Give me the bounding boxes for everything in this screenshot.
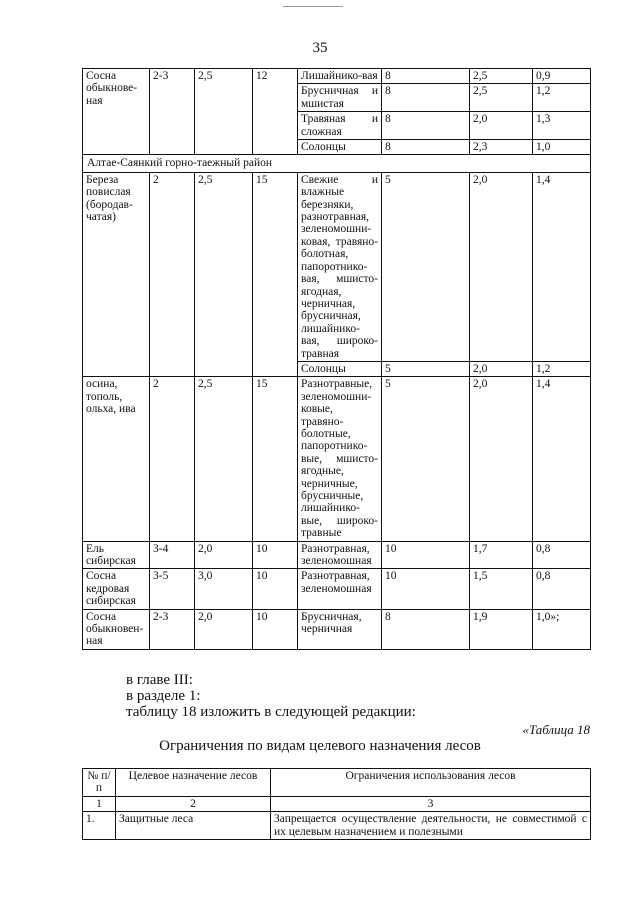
value-cell: 2,5 bbox=[195, 172, 253, 377]
value-cell: 2,0 bbox=[470, 377, 533, 541]
forest-type-cell: Травяная и сложная bbox=[298, 112, 382, 140]
value-cell: 8 bbox=[382, 69, 470, 84]
header-num: № п/п bbox=[83, 769, 116, 797]
forest-type-cell: Солонцы bbox=[298, 361, 382, 376]
value-cell: 8 bbox=[382, 609, 470, 649]
value-cell: 2-3 bbox=[150, 609, 195, 649]
species-cell: Ель сибирская bbox=[83, 541, 150, 569]
forest-type-cell: Свежие и влажные березняки, разнотравная, зеленомошни-ковая, травяно-болотная, папоротнико-вая, мшисто-ягодная, черничная, брусничная, лишайнико-вая, широко-травная bbox=[298, 172, 382, 361]
table-row bbox=[83, 69, 591, 84]
value-cell: 1,4 bbox=[533, 172, 591, 361]
value-cell: 0,9 bbox=[533, 69, 591, 84]
table-row bbox=[83, 609, 591, 649]
value-cell: 2,0 bbox=[195, 609, 253, 649]
species-table bbox=[82, 68, 591, 650]
paragraph-instruction: таблицу 18 изложить в следующей редакции: bbox=[126, 704, 416, 720]
species-cell: осина, тополь, ольха, ива bbox=[83, 377, 150, 541]
forest-type-cell: Солонцы bbox=[298, 140, 382, 155]
top-rule bbox=[283, 6, 343, 7]
value-cell: 2-3 bbox=[150, 69, 195, 155]
value-cell: 2,0 bbox=[470, 361, 533, 376]
page-number: 35 bbox=[312, 40, 328, 56]
value-cell: 0,8 bbox=[533, 541, 591, 569]
colnum-3: 3 bbox=[271, 796, 591, 811]
header-restriction: Ограничения использования лесов bbox=[271, 769, 591, 797]
value-cell: 2,3 bbox=[470, 140, 533, 155]
table-row bbox=[83, 569, 591, 609]
table-title: Ограничения по видам целевого назначения лесов bbox=[159, 738, 481, 754]
value-cell: 1,2 bbox=[533, 361, 591, 376]
forest-type-cell: Разнотравная, зеленомошная bbox=[298, 541, 382, 569]
restrictions-table bbox=[82, 768, 591, 840]
value-cell: 2,0 bbox=[470, 172, 533, 361]
forest-type-cell: Разнотравная, зеленомошная bbox=[298, 569, 382, 609]
region-row bbox=[83, 155, 591, 172]
value-cell: 2 bbox=[150, 377, 195, 541]
forest-type-cell: Разнотравные, зеленомошни-ковые, травяно-болотные, папоротнико-вые, мшисто-ягодные, черничные, брусничные, лишайнико-вые, широко-травные bbox=[298, 377, 382, 541]
value-cell: 3-4 bbox=[150, 541, 195, 569]
table-label: «Таблица 18 bbox=[522, 722, 590, 737]
row-num: 1. bbox=[83, 812, 116, 840]
value-cell: 1,7 bbox=[470, 541, 533, 569]
forest-type-cell: Брусничная, черничная bbox=[298, 609, 382, 649]
forest-type-cell: Лишайнико-вая bbox=[298, 69, 382, 84]
paragraph-section: в разделе 1: bbox=[126, 688, 201, 704]
value-cell: 2,5 bbox=[195, 377, 253, 541]
value-cell: 2,5 bbox=[195, 69, 253, 155]
value-cell: 1,3 bbox=[533, 112, 591, 140]
value-cell: 2,0 bbox=[195, 541, 253, 569]
value-cell: 2,5 bbox=[470, 69, 533, 84]
value-cell: 10 bbox=[253, 569, 298, 609]
value-cell: 10 bbox=[253, 609, 298, 649]
paragraph-chapter: в главе III: bbox=[126, 672, 193, 688]
value-cell: 1,2 bbox=[533, 84, 591, 112]
colnum-1: 1 bbox=[83, 796, 116, 811]
forest-type-cell: Брусничная и мшистая bbox=[298, 84, 382, 112]
value-cell: 3-5 bbox=[150, 569, 195, 609]
value-cell: 5 bbox=[382, 377, 470, 541]
value-cell: 1,5 bbox=[470, 569, 533, 609]
value-cell: 1,9 bbox=[470, 609, 533, 649]
value-cell: 1,4 bbox=[533, 377, 591, 541]
value-cell: 5 bbox=[382, 361, 470, 376]
value-cell: 1,0»; bbox=[533, 609, 591, 649]
row-purpose: Защитные леса bbox=[116, 812, 271, 840]
region-title: Алтае-Саянкий горно-таежный район bbox=[83, 155, 591, 172]
table-row bbox=[83, 812, 591, 840]
table-row bbox=[83, 377, 591, 541]
value-cell: 0,8 bbox=[533, 569, 591, 609]
species-cell: Береза повислая (бородав-чатая) bbox=[83, 172, 150, 377]
column-number-row bbox=[83, 796, 591, 811]
value-cell: 10 bbox=[382, 541, 470, 569]
value-cell: 1,0 bbox=[533, 140, 591, 155]
colnum-2: 2 bbox=[116, 796, 271, 811]
row-restriction: Запрещается осуществление деятельности, не совместимой с их целевым назначением и полезными bbox=[271, 812, 591, 840]
value-cell: 8 bbox=[382, 84, 470, 112]
value-cell: 10 bbox=[253, 541, 298, 569]
value-cell: 12 bbox=[253, 69, 298, 155]
value-cell: 3,0 bbox=[195, 569, 253, 609]
value-cell: 2 bbox=[150, 172, 195, 377]
value-cell: 10 bbox=[382, 569, 470, 609]
value-cell: 8 bbox=[382, 112, 470, 140]
value-cell: 15 bbox=[253, 377, 298, 541]
species-cell: Сосна обыкновен-ная bbox=[83, 609, 150, 649]
species-cell: Сосна кедровая сибирская bbox=[83, 569, 150, 609]
species-cell: Сосна обыкнове-ная bbox=[83, 69, 150, 155]
header-purpose: Целевое назначение лесов bbox=[116, 769, 271, 797]
table-row bbox=[83, 172, 591, 361]
value-cell: 2,5 bbox=[470, 84, 533, 112]
value-cell: 2,0 bbox=[470, 112, 533, 140]
table-row bbox=[83, 541, 591, 569]
value-cell: 8 bbox=[382, 140, 470, 155]
value-cell: 5 bbox=[382, 172, 470, 361]
value-cell: 15 bbox=[253, 172, 298, 377]
table-header-row bbox=[83, 769, 591, 797]
